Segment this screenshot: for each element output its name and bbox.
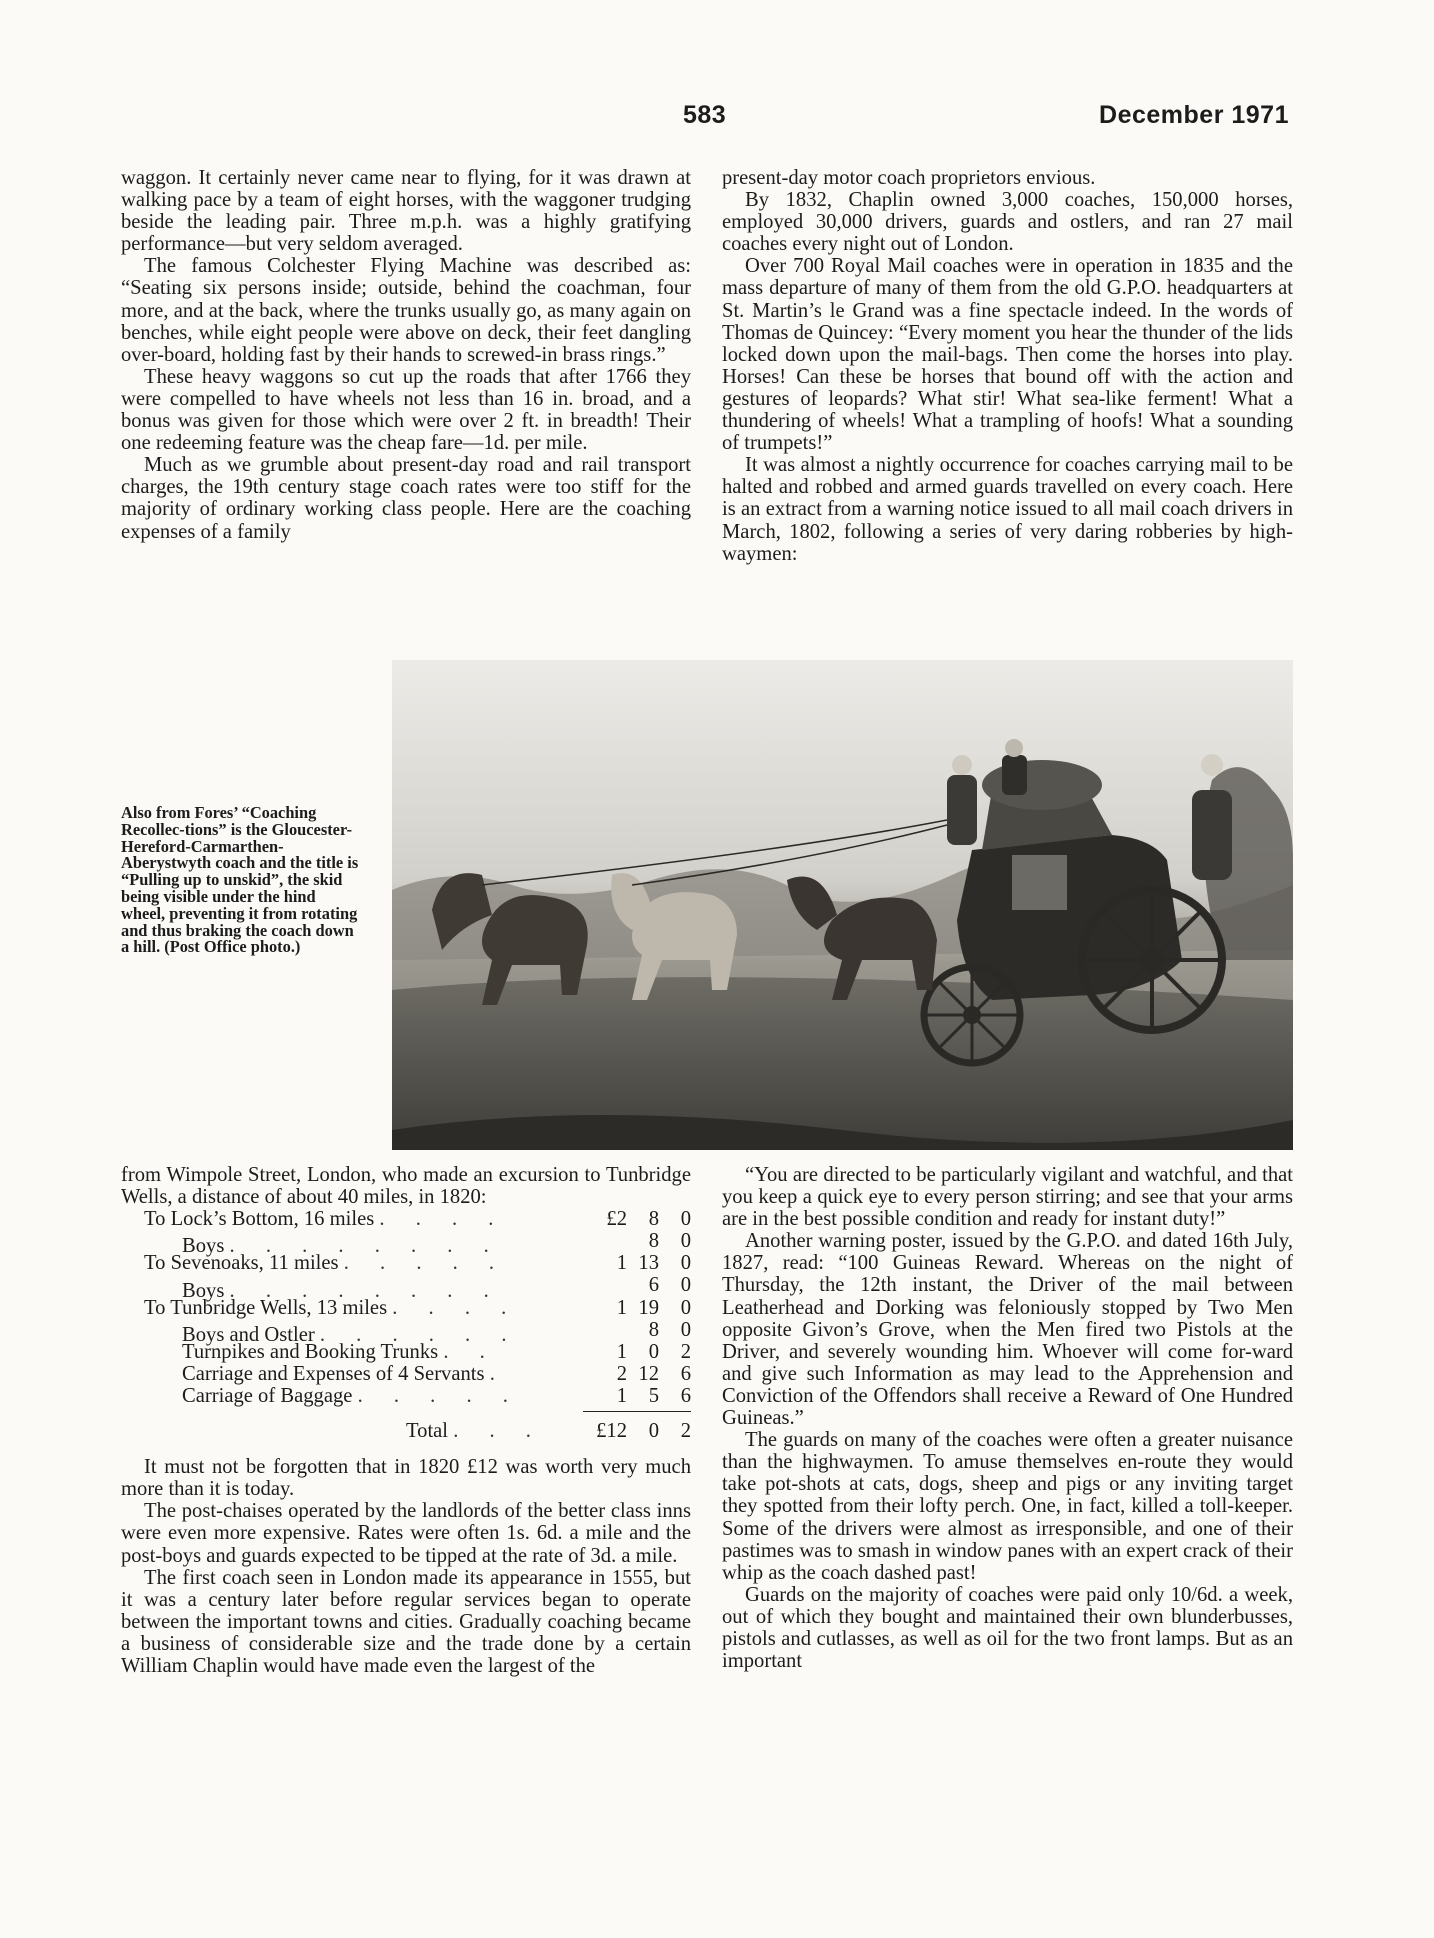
amount-shillings: 13 bbox=[638, 1252, 659, 1275]
expense-amount bbox=[581, 1385, 691, 1407]
leader-dots: . . . . . . bbox=[319, 1323, 520, 1346]
amount-pence: 0 bbox=[680, 1230, 691, 1253]
paragraph: present-day motor coach proprietors envious. bbox=[722, 167, 1096, 189]
paragraph: The guards on many of the coaches were often a greater nuisance than the highwaymen. To amuse themselves en-route they would take pot-shots at cats, dogs, sheep and pigs or any inviting target they spotted from their lofty perch. One, in fact, killed a toll-keeper. Some of the drivers were almost as irresponsible, and one of their pastimes was to smash in window panes with an expert crack of their whip as the coach dashed past! bbox=[722, 1429, 1293, 1584]
amount-pounds: £2 bbox=[606, 1208, 627, 1231]
amount-pounds: 1 bbox=[616, 1384, 627, 1407]
expense-row bbox=[121, 1274, 691, 1302]
expense-label bbox=[121, 1297, 581, 1319]
expense-label bbox=[121, 1363, 581, 1385]
expense-row bbox=[121, 1230, 691, 1258]
page-date: December 1971 bbox=[1099, 101, 1289, 129]
leader-dots: . . . . . bbox=[357, 1384, 521, 1407]
total-amount bbox=[581, 1420, 691, 1442]
amount-shillings: 19 bbox=[638, 1296, 659, 1319]
expense-label-text: Boys bbox=[182, 1279, 225, 1302]
amount-pounds: 1 bbox=[616, 1252, 627, 1275]
expense-amount bbox=[581, 1230, 691, 1252]
amount-shillings: 8 bbox=[648, 1208, 659, 1231]
leader-dots: . . . . . bbox=[343, 1252, 508, 1275]
total-label bbox=[121, 1420, 581, 1442]
page-number: 583 bbox=[683, 101, 727, 129]
paragraph: from Wimpole Street, London, who made an excursion to Tunbridge Wells, a distance of about 40 miles, in 1820: bbox=[121, 1164, 691, 1209]
paragraph: It must not be forgotten that in 1820 £12 was worth very much more than it is today. bbox=[121, 1456, 691, 1501]
expense-row bbox=[121, 1385, 691, 1407]
amount-shillings: 8 bbox=[648, 1230, 659, 1253]
expense-row bbox=[121, 1363, 691, 1385]
expense-row bbox=[121, 1297, 691, 1319]
expense-label bbox=[121, 1341, 581, 1363]
coach-photograph bbox=[392, 660, 1293, 1150]
expense-row bbox=[121, 1252, 691, 1274]
expense-label-text: To Lock’s Bottom, 16 miles bbox=[144, 1208, 375, 1231]
paragraph: The famous Colchester Flying Machine was described as: “Seating six persons inside; outside, behind the coachman, four more, and at the back, where the trunks usually go, as many again on benches, while eight people were above on deck, their feet dangling over-board, holding fast by their hands to screwed-in brass rings.” bbox=[121, 255, 691, 366]
expense-label-text: To Tunbridge Wells, 13 miles bbox=[144, 1296, 388, 1319]
expense-amount bbox=[581, 1297, 691, 1319]
image-caption: Also from Fores’ “Coaching Recollec-tions” is the Gloucester-Hereford-Carmarthen-Aberystwyth coach and the title is “Pulling up to unskid”, the skid being visible under the hind wheel, preventing it from rotating and thus braking the coach down a hill. (Post Office photo.) bbox=[121, 803, 359, 957]
expense-amount bbox=[581, 1319, 691, 1341]
expense-amount bbox=[581, 1274, 691, 1296]
leader-dots: . . . . bbox=[379, 1208, 507, 1231]
expense-amount bbox=[581, 1363, 691, 1385]
column-top-left bbox=[121, 167, 691, 543]
amount-pence: 0 bbox=[680, 1296, 691, 1319]
expense-label-text: Carriage and Expenses of 4 Servants bbox=[182, 1362, 485, 1385]
amount-pounds bbox=[581, 1319, 627, 1341]
leader-dots: . bbox=[489, 1362, 508, 1385]
expense-label bbox=[121, 1252, 581, 1274]
leader-dots: . . . . bbox=[392, 1296, 520, 1319]
amount-shillings: 8 bbox=[648, 1318, 659, 1341]
amount-pounds bbox=[581, 1274, 627, 1296]
leader-dots: . . . . . . . . bbox=[229, 1279, 502, 1302]
total-rule bbox=[583, 1411, 691, 1412]
amount-shillings: 12 bbox=[638, 1362, 659, 1385]
total-shillings: 0 bbox=[648, 1420, 659, 1443]
expense-label bbox=[121, 1385, 581, 1407]
total-pence: 2 bbox=[680, 1420, 691, 1443]
amount-pence: 0 bbox=[680, 1274, 691, 1297]
spacer bbox=[121, 1442, 691, 1456]
expense-total-row bbox=[121, 1420, 691, 1442]
expense-amount bbox=[581, 1341, 691, 1363]
total-label-text: Total bbox=[406, 1420, 449, 1443]
expense-label-text: Turnpikes and Booking Trunks bbox=[182, 1340, 439, 1363]
paragraph: waggon. It certainly never came near to flying, for it was drawn at walking pace by a team of eight horses, with the waggoner trudging beside the leading pair. Three m.p.h. was a highly gratifying performance—but very seldom averaged. bbox=[121, 167, 691, 256]
paragraph: These heavy waggons so cut up the roads that after 1766 they were compelled to have wheels not less than 16 in. broad, and a bonus was given for those which were over 2 ft. in breadth! Their one redeeming feature was the cheap fare—1d. per mile. bbox=[121, 365, 691, 455]
leader-dots: . . . . . . . . bbox=[229, 1235, 502, 1258]
amount-shillings: 5 bbox=[648, 1384, 659, 1407]
amount-pounds: 2 bbox=[616, 1362, 627, 1385]
expenses-table bbox=[121, 1208, 691, 1456]
expense-amount bbox=[581, 1252, 691, 1274]
leader-dots: . . . bbox=[453, 1420, 544, 1443]
amount-pence: 0 bbox=[680, 1252, 691, 1275]
paragraph: Over 700 Royal Mail coaches were in operation in 1835 and the mass departure of many of them from the old G.P.O. headquarters at St. Martin’s le Grand was a fine spectacle indeed. In the words of Thomas de Quincey: “Every moment you hear the thunder of the lids locked down upon the mail-bags. Then come the horses into play. Horses! Can these be horses that bound off with the action and gestures of leopards? What stir! What sea-like ferment! What a thundering of wheels! What a trampling of hoofs! What a sounding of trumpets!” bbox=[722, 255, 1293, 455]
amount-pence: 6 bbox=[680, 1384, 691, 1407]
leader-dots: . . bbox=[443, 1340, 498, 1363]
amount-pounds: 1 bbox=[616, 1296, 627, 1319]
amount-pence: 6 bbox=[680, 1362, 691, 1385]
expense-label-text: Boys bbox=[182, 1235, 225, 1258]
expense-label-text: Boys and Ostler bbox=[182, 1323, 315, 1346]
paragraph: By 1832, Chaplin owned 3,000 coaches, 150,000 horses, employed 30,000 drivers, guards and ostlers, and ran 27 mail coaches every night out of London. bbox=[722, 189, 1293, 256]
expense-label-text: To Sevenoaks, 11 miles bbox=[144, 1252, 339, 1275]
expense-label bbox=[121, 1208, 581, 1230]
amount-shillings: 6 bbox=[648, 1274, 659, 1297]
total-pounds: £12 bbox=[596, 1420, 627, 1443]
expense-row bbox=[121, 1341, 691, 1363]
expense-amount bbox=[581, 1208, 691, 1230]
amount-pence: 0 bbox=[680, 1208, 691, 1231]
paragraph: Another warning poster, issued by the G.P.O. and dated 16th July, 1827, read: “100 Guineas Reward. Whereas on the night of Thursday, the 12th instant, the Driver of the mail between Leatherhead and Dorking was feloniously stopped by Two Men opposite Givon’s Grove, when the Men fired two Pistols at the Driver, and severely wounding him. Whoever will come for-ward and give such Information as may lead to the Apprehension and Conviction of the Offendors shall receive a Reward of One Hundred Guineas.” bbox=[722, 1230, 1293, 1430]
amount-pence: 2 bbox=[680, 1340, 691, 1363]
amount-shillings: 0 bbox=[648, 1340, 659, 1363]
paragraph: Much as we grumble about present-day road and rail transport charges, the 19th century stage coach rates were too stiff for the majority of ordinary working class people. Here are the coaching expenses of a family bbox=[121, 454, 691, 543]
column-bottom-left bbox=[121, 1164, 691, 1677]
paragraph: The post-chaises operated by the landlords of the better class inns were even more expensive. Rates were often 1s. 6d. a mile and the post-boys and guards expected to be tipped at the rate of 3d. a mile. bbox=[121, 1500, 691, 1567]
amount-pounds: 1 bbox=[616, 1340, 627, 1363]
column-top-right bbox=[722, 167, 1293, 565]
column-bottom-right bbox=[722, 1164, 1293, 1672]
expense-row bbox=[121, 1318, 691, 1346]
amount-pounds bbox=[581, 1230, 627, 1252]
expense-label-text: Carriage of Baggage bbox=[182, 1384, 353, 1407]
paragraph: The first coach seen in London made its appearance in 1555, but it was a century later before regular services began to operate between the important towns and cities. Gradually coaching became a business of considerable size and the trade done by a certain William Chaplin would have made even the largest of the bbox=[121, 1566, 691, 1677]
expense-row bbox=[121, 1208, 691, 1230]
amount-pence: 0 bbox=[680, 1318, 691, 1341]
paragraph: “You are directed to be particularly vigilant and watchful, and that you keep a quick eye to every person stirring; and see that your arms are in the best possible condition and ready for instant duty!” bbox=[722, 1164, 1293, 1231]
paragraph: Guards on the majority of coaches were paid only 10/6d. a week, out of which they bought and maintained their own blunderbusses, pistols and cutlasses, as well as oil for the two front lamps. But as an important bbox=[722, 1583, 1293, 1673]
paragraph: It was almost a nightly occurrence for coaches carrying mail to be halted and robbed and armed guards travelled on every coach. Here is an extract from a warning notice issued to all mail coach drivers in March, 1802, following a series of very daring robberies by high-waymen: bbox=[722, 454, 1293, 565]
